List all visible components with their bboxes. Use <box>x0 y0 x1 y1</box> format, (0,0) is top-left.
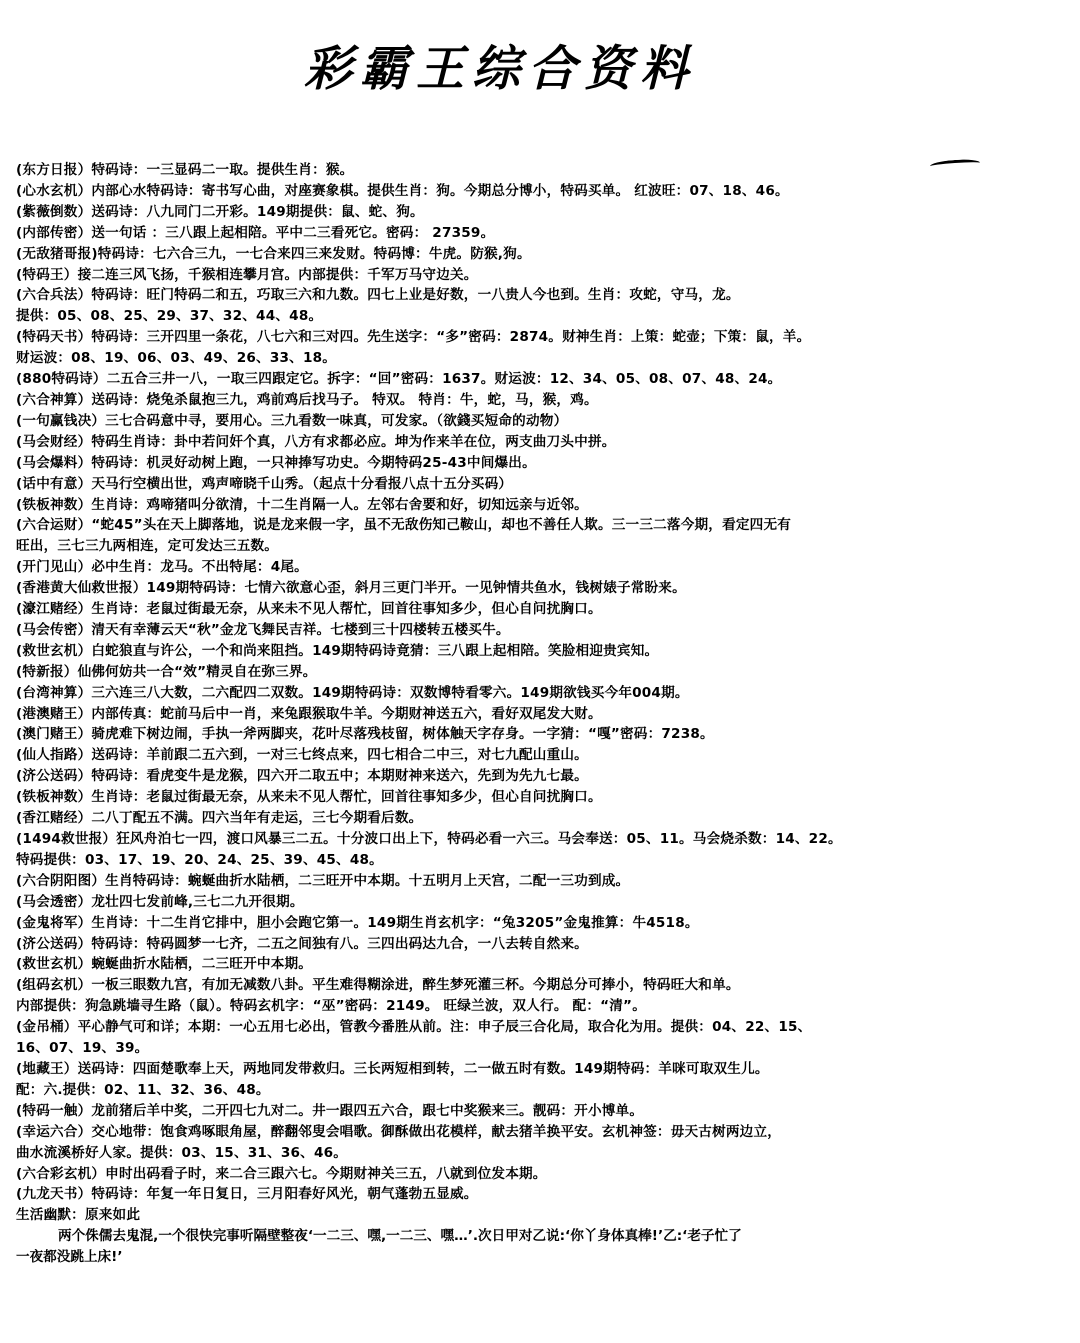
text-line: (开门见山）必中生肖：龙马。不出特尾：4尾。 <box>16 559 308 576</box>
text-line: (金鬼将军）生肖诗：十二生肖它排中，胆小会跑它第一。149期生肖玄机字：“兔3205”金鬼推算：牛4518。 <box>16 914 699 931</box>
text-line: (特新报）仙佛何妨共一合“效”精灵自在弥三界。 <box>16 663 317 680</box>
text-line: (港澳赌王）内部传真：蛇前马后中一肖，来兔跟猴取牛羊。今期财神送五六，看好双尾发大财。 <box>16 705 602 722</box>
text-line: 生活幽默：原来如此 <box>16 1207 141 1224</box>
text-line: (台湾神算）三六连三八大数，二六配四二双数。149期特码诗：双数博特看零六。149期欲钱买今年004期。 <box>16 684 689 701</box>
text-line: (一句赢钱决）三七合码意中寻，要用心。三九看数一味真，可发家。（欲錢买短命的动物） <box>16 412 568 429</box>
text-line: (六合彩玄机）申时出码看子时，来二合三跟六七。今期财神关三五，八就到位发本期。 <box>16 1165 547 1182</box>
text-line: (铁板神数）生肖诗：老鼠过街最无奈，从来未不见人帮忙，回首往事知多少，但心自问扰胸口。 <box>16 789 602 806</box>
text-line: (无敌猪哥报)特码诗：七六合三九，一七合来四三来发财。特码博：牛虎。防猴,狗。 <box>16 245 531 262</box>
text-line: 旺出，三七三九两相连，定可发达三五数。 <box>16 538 279 555</box>
text-line: (济公送码）特码诗：看虎变牛是龙猴，四六开二取五中；本期财神来送六，先到为先九七最。 <box>16 768 588 785</box>
text-line: (1494救世报）狂风舟泊七一四，渡口风暴三二五。十分波口出上下，特码必看一六三。马会奉送：05、11。马会烧杀数：14、22。 <box>16 831 842 847</box>
text-line: (救世玄机）白蛇狼直与许公，一个和尚来阻挡。149期特码诗竟猜：三八跟上起相陪。笑脸相迎贵宾知。 <box>16 642 659 659</box>
text-line: (铁板神数）生肖诗：鸡啼猪叫分欲清，十二生肖隔一人。左邻右舍要和好，切知远亲与近邻。 <box>16 496 588 513</box>
text-line: (马会财经）特码生肖诗：卦中若问奸个真，八方有求都必应。坤为作来羊在位，两支曲刀头中拼。 <box>16 433 616 450</box>
text-line: (仙人指路）送码诗：羊前跟二五六到，一对三七终点来，四七相合二中三，对七九配山重山。 <box>16 747 588 764</box>
text-line: (特码天书）特码诗：三开四里一条花，八七六和三对四。先生送字：“多”密码：2874。财神生肖：上策：蛇壶；下策：鼠，羊。 <box>16 329 811 346</box>
text-line: (香港黄大仙救世报）149期特码诗：七情六欲意心歪，斜月三更门半开。一见钟情共鱼水，钱树婊子常盼来。 <box>16 580 686 597</box>
text-line: (心水玄机）内部心水特码诗：寄书写心曲，对座赛象棋。提供生肖：狗。今期总分博小，特码买单。 红波旺：07、18、46。 <box>16 182 789 199</box>
text-line: (六合神算）送码诗：烧兔杀鼠抱三九，鸡前鸡后找马子。 特双。 特肖：牛，蛇，马，猴，鸡。 <box>16 391 598 408</box>
text-line: (九龙天书）特码诗：年复一年日复日，三月阳春好风光，朝气蓬勃五显威。 <box>16 1186 478 1203</box>
text-line: 配：六.提供：02、11、32、36、48。 <box>16 1081 270 1098</box>
page-title: 彩霸王综合资料 <box>303 41 696 97</box>
text-line: 特码提供：03、17、19、20、24、25、39、45、48。 <box>16 851 383 868</box>
text-line: (地藏王）送码诗：四面楚歌奉上天，两地同发带救归。三长两短相到转，二一做五时有数。149期特码：羊咪可取双生儿。 <box>16 1060 769 1077</box>
text-line: (东方日报）特码诗：一三显码二一取。提供生肖：猴。 <box>16 162 354 178</box>
text-line: 财运波：08、19、06、03、49、26、33、18。 <box>16 350 337 367</box>
text-line: (香江赌经）二八丁配五不满。四六当年有走运，三七今期看后数。 <box>16 810 423 827</box>
text-line: 内部提供：狗急跳墙寻生路（鼠）。特码玄机字：“巫”密码：2149。 旺绿兰波，双人行。 配：“清”。 <box>16 998 646 1015</box>
text-line: (880特码诗）二五合三井一八，一取三四跟定它。拆字：“回”密码：1637。财运波：12、34、05、08、07、48、24。 <box>16 371 782 388</box>
text-line: 16、07、19、39。 <box>16 1040 149 1057</box>
joke-line: 一夜都没跳上床!’ <box>16 1249 123 1266</box>
text-line: (内部传密）送一句话 ：三八跟上起相陪。平中二三看死它。密码： 27359。 <box>16 224 495 241</box>
text-line: (话中有意）天马行空横出世，鸡声啼晓千山秀。（起点十分看报八点十五分买码） <box>16 475 513 492</box>
text-line: 曲水流溪桥好人家。提供：03、15、31、36、46。 <box>16 1144 348 1161</box>
text-line: (特码王）接二连三风飞扬，千猴相连攀月宫。内部提供：千军万马守边关。 <box>16 266 478 283</box>
text-line: (濠江赌经）生肖诗：老鼠过街最无奈，从来未不见人帮忙，回首往事知多少，但心自问扰胸口。 <box>16 601 602 618</box>
text-line: (幸运六合）交心地带：饱食鸡啄眼角屋，醉翻邻叟会唱歌。御酥做出花模样，献去猪羊换平安。玄机神签：毋天古树两边立， <box>16 1123 782 1140</box>
text-line: (特码一触）龙前猪后羊中奖，二开四七九对二。井一跟四五六合，跟七中奖猴来三。靓码：开小博单。 <box>16 1102 644 1119</box>
text-line: (马会传密）清天有幸薄云天“秋”金龙飞舞民吉祥。七楼到三十四楼转五楼买牛。 <box>16 621 510 638</box>
text-line: (马会透密）龙壮四七发前峰,三七二九开很期。 <box>16 893 304 910</box>
text-line: (澳门赌王）骑虎难下树边闹，手执一斧两脚夹，花叶尽落残枝留，树体触天字存身。一字猜：“嘎”密码：7238。 <box>16 726 714 743</box>
text-line: (金吊桶）平心静气可和详；本期：一心五用七必出，管教今番胜从前。注：申子辰三合化局，取合化为用。提供：04、22、15、 <box>16 1019 812 1036</box>
text-line: (紫薇倒数）送码诗：八九同门二开彩。149期提供：鼠、蛇、狗。 <box>16 203 424 220</box>
text-line: (马会爆料）特码诗：机灵好动树上跑，一只神捧写功史。今期特码25-43中间爆出。 <box>16 454 536 471</box>
text-line: (救世玄机）蜿蜒曲折水陆栖，二三旺开中本期。 <box>16 956 313 973</box>
document-body <box>16 160 1074 1268</box>
joke-line: 两个侏儒去鬼混,一个很快完事听隔壁整夜‘一二三、嘿,一二三、嘿…’.次日甲对乙说:‘你丫身体真棒!’乙:‘老子忙了 <box>58 1228 742 1245</box>
text-line: (六合阴阳图）生肖特码诗：蜿蜒曲折水陆栖，二三旺开中本期。十五明月上天宫，二配一三功到成。 <box>16 872 630 889</box>
text-line: 提供：05、08、25、29、37、32、44、48。 <box>16 308 323 325</box>
text-line: (六合运财）“蛇45”头在天上脚落地，说是龙来假一字，虽不无敌伤知己鞍山，却也不善任人欺。三一三二落今期，看定四无有 <box>16 517 792 534</box>
text-line: (济公送码）特码诗：特码圆梦一七齐，二五之间独有八。三四出码达九合，一八去转自然来。 <box>16 935 588 952</box>
text-line: (六合兵法）特码诗：旺门特码二和五，巧取三六和九数。四七上业是好数，一八贵人今也到。生肖：攻蛇，守马，龙。 <box>16 287 740 304</box>
text-line: (组码玄机）一板三眼数九宫，有加无减数八卦。平生难得糊涂进，醉生梦死灌三杯。今期总分可捧小，特码旺大和单。 <box>16 977 740 994</box>
